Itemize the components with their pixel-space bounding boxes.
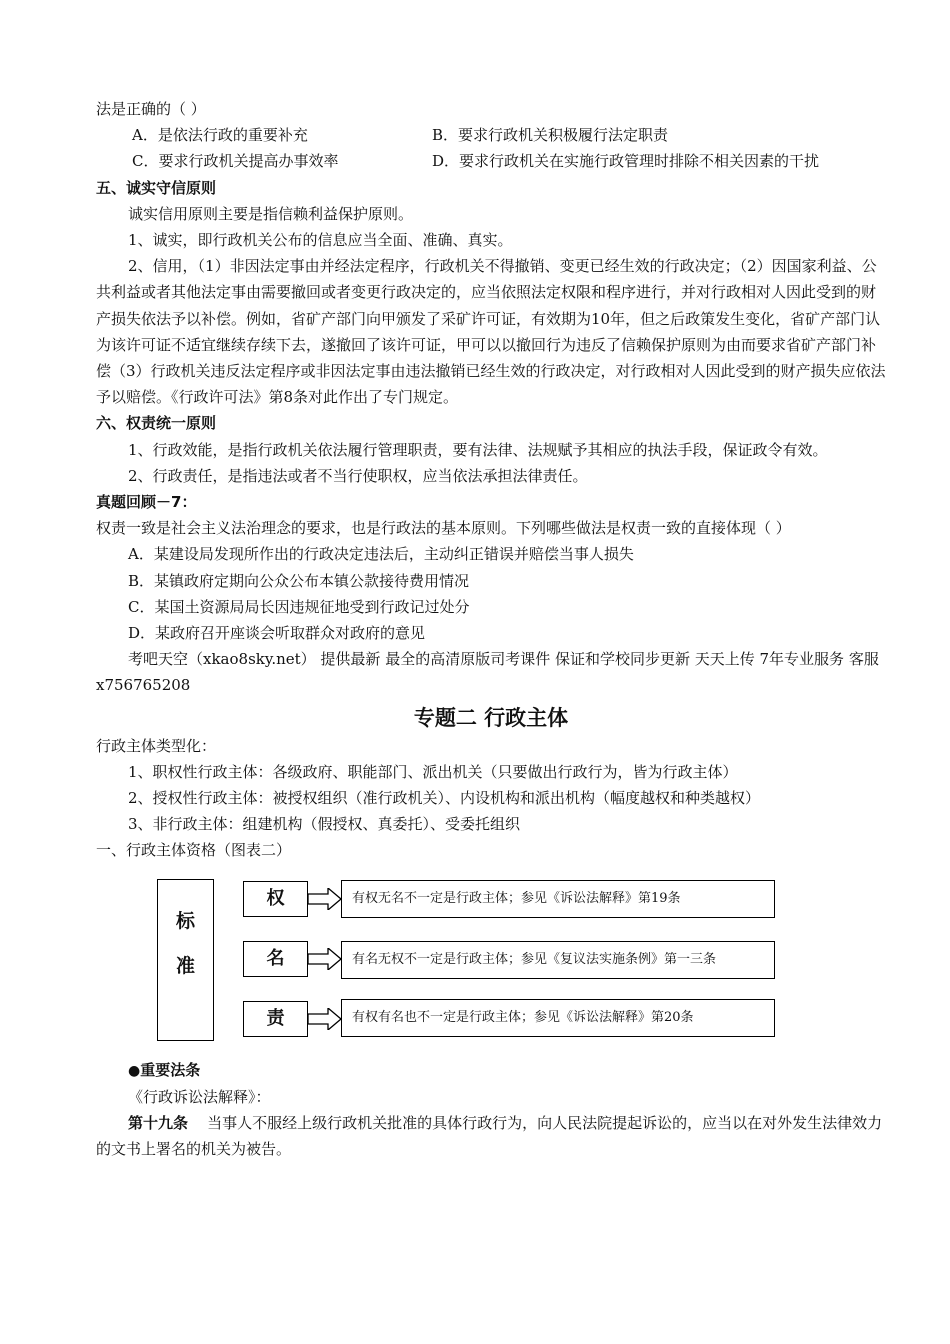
review-option-c: C．某国土资源局局长因违规征地受到行政记过处分 <box>128 597 470 616</box>
important-source: 《行政诉讼法解释》： <box>128 1087 271 1106</box>
types-item-2: 2、授权性行政主体：被授权组织（准行政机关）、内设机构和派出机构（幅度越权和种类越权） <box>128 789 761 808</box>
arrow-icon <box>308 948 341 970</box>
label-box-ze: 责 <box>243 1001 308 1037</box>
article-label: 第十九条 <box>128 1114 189 1133</box>
qualification-heading: 一、行政主体资格（图表二） <box>96 841 292 860</box>
arrow-icon <box>308 1008 341 1030</box>
standard-char-1: 标 <box>175 909 195 932</box>
arrow-icon <box>308 888 341 910</box>
review-option-b: B．某镇政府定期向公众公布本镇公款接待费用情况 <box>128 571 470 590</box>
section5-p1: 诚实信用原则主要是指信赖利益保护原则。 <box>128 204 414 223</box>
review-label: 真题回顾－7： <box>96 493 197 512</box>
bullet-icon: ● <box>128 1062 141 1079</box>
label-box-ming: 名 <box>243 941 308 977</box>
section6-heading: 六、权责统一原则 <box>96 414 217 433</box>
section5-heading: 五、诚实守信原则 <box>96 178 217 197</box>
types-lead: 行政主体类型化： <box>96 736 217 755</box>
review-option-d: D．某政府召开座谈会听取群众对政府的意见 <box>128 624 426 643</box>
option-b: B．要求行政机关积极履行法定职责 <box>432 126 669 145</box>
option-c: C．要求行政机关提高办事效率 <box>132 152 339 171</box>
option-d: D．要求行政机关在实施行政管理时排除不相关因素的干扰 <box>432 152 820 171</box>
topic-title: 专题二 行政主体 <box>413 705 569 730</box>
standard-char-2: 准 <box>175 954 195 977</box>
option-row-2 <box>96 148 886 174</box>
option-row-1 <box>96 122 886 148</box>
section6-p2: 2、行政责任，是指违法或者不当行使职权，应当依法承担法律责任。 <box>128 466 588 485</box>
document-page <box>96 96 886 1163</box>
review-text: 权责一致是社会主义法治理念的要求，也是行政法的基本原则。下列哪些做法是权责一致的直接体现（ ） <box>96 519 791 538</box>
option-a: A．是依法行政的重要补充 <box>132 126 308 145</box>
section6-p1: 1、行政效能，是指行政机关依法履行管理职责，要有法律、法规赋予其相应的执法手段，保证政令有效。 <box>128 440 828 459</box>
article-text: 当事人不服经上级行政机关批准的具体行政行为，向人民法院提起诉讼的，应当以在对外发生法律效力的文书上署名的机关为被告。 <box>96 1114 883 1159</box>
standard-box <box>157 879 214 1041</box>
important-heading: 重要法条 <box>140 1060 201 1079</box>
desc-box-ming: 有名无权不一定是行政主体；参见《复议法实施条例》第一三条 <box>341 941 775 979</box>
desc-box-ze: 有权有名也不一定是行政主体；参见《诉讼法解释》第20条 <box>341 999 775 1037</box>
question-stem-tail: 法是正确的（ ） <box>96 100 206 118</box>
types-item-1: 1、职权性行政主体：各级政府、职能部门、派出机关（只要做出行政行为，皆为行政主体） <box>128 762 738 781</box>
section5-p2: 1、诚实，即行政机关公布的信息应当全面、准确、真实。 <box>128 231 513 250</box>
label-box-quan: 权 <box>243 881 308 917</box>
desc-box-quan: 有权无名不一定是行政主体；参见《诉讼法解释》第19条 <box>341 880 775 918</box>
ad-text: 考吧天空（xkao8sky.net） 提供最新 最全的高清原版司考课件 保证和学校同步更新 天天上传 7年专业服务 客服x756765208 <box>96 650 879 695</box>
types-item-3: 3、非行政主体：组建机构（假授权、真委托）、受委托组织 <box>128 815 521 834</box>
section5-p3: 2、信用，（1）非因法定事由并经法定程序，行政机关不得撤销、变更已经生效的行政决定；（2）因国家利益、公共利益或者其他法定事由需要撤回或者变更行政决定的，应当依照法定权限和程序进行，并对行政相对人因此受到的财产损失依法予以补偿。例如，省矿产部门向甲颁发了采矿许可证，有效期为10年，但之后政策发生变化，省矿产部门认为该许可证不适宜继续存续下去，遂撤回了该许可证，甲可以以撤回行为违反了信赖保护原则为由而要求省矿产部门补偿（3）行政机关违反法定程序或非因法定事由违法撤销已经生效的行政决定，对行政相对人因此受到的财产损失应依法予以赔偿。《行政许可法》第8条对此作出了专门规定。 <box>96 257 886 407</box>
qualification-diagram <box>96 879 886 1057</box>
review-question <box>96 489 886 541</box>
article-19 <box>96 1110 886 1162</box>
important-heading-line <box>96 1057 886 1084</box>
review-option-a: A．某建设局发现所作出的行政决定违法后，主动纠正错误并赔偿当事人损失 <box>128 545 634 564</box>
